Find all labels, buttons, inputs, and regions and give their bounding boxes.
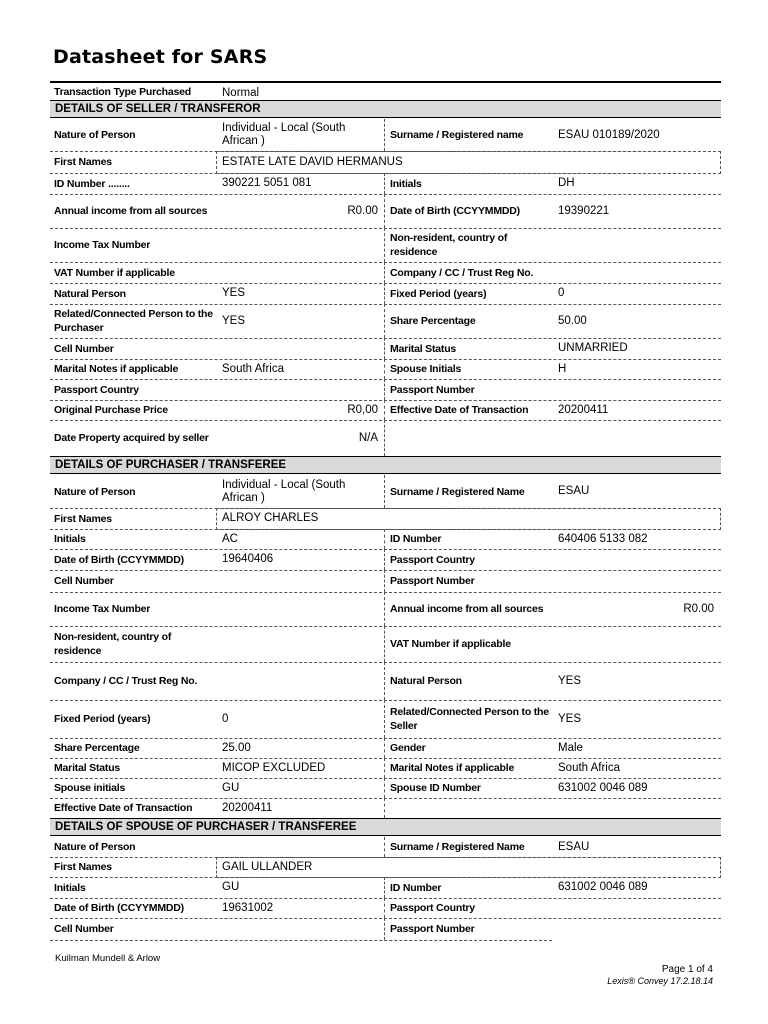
- field-label: VAT Number if applicable: [54, 266, 175, 279]
- field-label: Cell Number: [54, 342, 114, 355]
- field-value: [558, 626, 718, 662]
- field-value: [222, 262, 382, 283]
- spouse-row: [50, 837, 721, 858]
- field-label: Initials: [54, 533, 86, 545]
- field-value: H: [558, 362, 567, 375]
- field-value: GU: [222, 781, 240, 794]
- column-divider: [384, 228, 385, 262]
- field-value: 19640406: [222, 553, 274, 565]
- field-label: VAT Number if applicable: [390, 638, 511, 650]
- field-value: MICOP EXCLUDED: [222, 761, 326, 774]
- purchaser-row: [50, 570, 721, 593]
- field-label: Passport Number: [390, 923, 475, 935]
- column-divider: [384, 529, 385, 549]
- field-value: Individual - Local (South African ): [222, 122, 346, 147]
- field-value: ESTATE LATE DAVID HERMANUS: [222, 155, 403, 168]
- field-value: [558, 918, 718, 940]
- field-value: [558, 570, 718, 592]
- field-value: [222, 592, 382, 626]
- column-divider: [384, 194, 385, 228]
- purchaser-row: [50, 662, 721, 701]
- field-value: 640406 5133 082: [558, 532, 648, 545]
- field-value: [558, 549, 718, 570]
- field-label: Nature of Person: [54, 841, 136, 853]
- field-value: 20200411: [222, 801, 273, 814]
- field-value: South Africa: [558, 761, 621, 774]
- field-value: GU: [222, 881, 240, 893]
- purchaser-row: [50, 529, 721, 550]
- field-label: Original Purchase Price: [54, 404, 168, 416]
- seller-row: [50, 119, 721, 152]
- field-value: GAIL ULLANDER: [222, 860, 313, 873]
- column-divider: [384, 400, 385, 420]
- field-label: ID Number: [390, 533, 442, 545]
- seller-row: [50, 151, 721, 174]
- field-label: Effective Date of Transaction: [54, 802, 193, 814]
- seller-row: [50, 194, 721, 229]
- field-label: Nature of Person: [54, 129, 136, 141]
- field-value: ALROY CHARLES: [222, 512, 319, 524]
- field-value: [222, 662, 382, 700]
- field-value: N/A: [358, 431, 378, 444]
- field-label: Date Property acquired by seller: [54, 432, 209, 444]
- field-label: Fixed Period (years): [54, 713, 151, 725]
- field-value: Individual - Local (South African ): [222, 478, 346, 504]
- spouse-section-heading: DETAILS OF SPOUSE OF PURCHASER / TRANSFEREE: [50, 818, 721, 836]
- field-label: Share Percentage: [390, 315, 476, 327]
- column-divider: [384, 119, 385, 151]
- field-label: First Names: [54, 861, 112, 873]
- field-value: 631002 0046 089: [558, 881, 648, 893]
- field-value: 19390221: [558, 204, 610, 217]
- field-label: Marital Status: [54, 762, 121, 774]
- field-value: R0.00: [347, 204, 378, 217]
- seller-row: [50, 379, 721, 401]
- field-value: YES: [222, 287, 246, 299]
- field-value: 50.00: [558, 314, 587, 327]
- field-label: Passport Country: [390, 553, 475, 566]
- field-value: R0,00: [347, 403, 378, 416]
- purchaser-row: [50, 700, 721, 739]
- field-value: ESAU: [558, 485, 590, 497]
- seller-row: [50, 400, 721, 421]
- field-value: 25.00: [222, 741, 251, 754]
- field-label: Initials: [54, 881, 86, 894]
- page-title: Datasheet for SARS: [53, 46, 268, 68]
- field-label: Non-resident, country of residence: [54, 631, 172, 657]
- field-value: 631002 0046 089: [558, 781, 648, 794]
- transaction-row: [50, 83, 721, 100]
- field-label: Company / CC / Trust Reg No.: [390, 266, 534, 279]
- seller-row: [50, 304, 721, 339]
- column-divider: [384, 359, 385, 379]
- purchaser-row: [50, 778, 721, 799]
- field-value: [558, 228, 718, 262]
- seller-row: [50, 262, 721, 284]
- field-label: Date of Birth (CCYYMMDD): [54, 902, 184, 914]
- field-value: [222, 918, 382, 940]
- field-value: [222, 570, 382, 592]
- seller-row: [50, 173, 721, 195]
- field-value: Normal: [222, 86, 260, 99]
- column-divider: [384, 918, 385, 940]
- field-label: Spouse Initials: [390, 363, 462, 375]
- seller-row: [50, 359, 721, 380]
- field-value: [222, 338, 382, 359]
- field-label: Transaction Type Purchased: [54, 85, 191, 98]
- field-label: Spouse ID Number: [390, 782, 481, 794]
- column-divider: [384, 338, 385, 359]
- column-divider: [384, 173, 385, 194]
- field-value: YES: [558, 674, 582, 687]
- field-label: Passport Country: [54, 383, 139, 396]
- column-divider: [384, 700, 385, 738]
- spouse-row: [50, 898, 721, 919]
- field-value: R0.00: [683, 602, 714, 615]
- purchaser-row: [50, 475, 721, 509]
- field-label: Date of Birth (CCYYMMDD): [390, 205, 520, 217]
- column-divider: [384, 475, 385, 508]
- column-divider: [384, 570, 385, 592]
- column-divider: [384, 898, 385, 918]
- purchaser-row: [50, 549, 721, 571]
- field-value: ESAU: [558, 840, 590, 853]
- purchaser-section-heading: DETAILS OF PURCHASER / TRANSFEREE: [50, 456, 721, 474]
- field-label: First Names: [54, 512, 112, 525]
- seller-row: [50, 228, 721, 263]
- field-label: Natural Person: [54, 287, 126, 300]
- field-value: 20200411: [558, 403, 609, 416]
- field-label: Non-resident, country of residence: [390, 232, 508, 258]
- field-value: 0: [558, 287, 565, 299]
- field-value: South Africa: [222, 362, 285, 375]
- field-label: Income Tax Number: [54, 603, 151, 615]
- column-divider: [384, 662, 385, 700]
- field-label: Fixed Period (years): [390, 287, 487, 300]
- field-label: Share Percentage: [54, 742, 140, 754]
- field-value: [558, 379, 718, 400]
- field-label: Annual income from all sources: [54, 205, 208, 217]
- field-label: Initials: [390, 177, 422, 190]
- footer-firm: Kuilman Mundell & Arlow: [55, 953, 161, 964]
- field-value: 19631002: [222, 901, 274, 914]
- field-label: Marital Status: [390, 342, 457, 355]
- purchaser-row: [50, 738, 721, 759]
- spouse-row: [50, 857, 721, 878]
- field-label: Nature of Person: [54, 485, 136, 498]
- footer-page-number: Page 1 of 4: [661, 964, 713, 975]
- purchaser-row: [50, 758, 721, 779]
- field-label: ID Number ........: [54, 177, 130, 190]
- field-value: [558, 898, 718, 918]
- field-value: 0: [222, 712, 229, 725]
- field-value: YES: [558, 712, 582, 725]
- column-divider: [384, 420, 385, 456]
- field-label: Passport Number: [390, 383, 475, 396]
- purchaser-row: [50, 508, 721, 530]
- seller-row: [50, 338, 721, 360]
- field-label: ID Number: [390, 881, 442, 894]
- column-divider: [384, 262, 385, 283]
- field-value: [222, 228, 382, 262]
- column-divider: [384, 626, 385, 662]
- spouse-row: [50, 918, 552, 941]
- field-value: YES: [222, 314, 246, 327]
- column-divider: [384, 304, 385, 338]
- column-divider: [384, 758, 385, 778]
- column-divider: [384, 283, 385, 304]
- field-value: AC: [222, 532, 238, 545]
- field-value: UNMARRIED: [558, 342, 628, 354]
- column-divider: [384, 798, 385, 818]
- field-label: Passport Number: [390, 575, 475, 587]
- field-value: 390221 5051 081: [222, 177, 312, 189]
- field-label: Income Tax Number: [54, 239, 151, 251]
- field-label: Company / CC / Trust Reg No.: [54, 675, 198, 687]
- field-label: Marital Notes if applicable: [54, 363, 179, 375]
- field-label: Surname / Registered name: [390, 129, 524, 141]
- column-divider: [384, 738, 385, 758]
- field-value: [222, 837, 382, 857]
- field-label: Related/Connected Person to the Purchaser: [54, 308, 213, 334]
- seller-row: [50, 283, 721, 305]
- column-divider: [384, 549, 385, 570]
- column-divider: [384, 379, 385, 400]
- field-label: Spouse initials: [54, 782, 126, 794]
- field-label: Date of Birth (CCYYMMDD): [54, 553, 184, 566]
- field-value: Male: [558, 741, 583, 754]
- field-label: Surname / Registered Name: [390, 485, 525, 498]
- purchaser-row: [50, 592, 721, 627]
- field-label: Marital Notes if applicable: [390, 762, 515, 774]
- field-label: Natural Person: [390, 675, 462, 687]
- field-label: Related/Connected Person to the Seller: [390, 706, 549, 732]
- field-label: Effective Date of Transaction: [390, 404, 529, 416]
- field-value: [222, 626, 382, 662]
- field-label: Surname / Registered Name: [390, 841, 525, 853]
- purchaser-row: [50, 798, 721, 818]
- purchaser-row: [50, 626, 721, 663]
- column-divider: [384, 778, 385, 798]
- seller-row: [50, 420, 721, 456]
- footer-software-version: Lexis® Convey 17.2.18.14: [607, 976, 713, 986]
- field-label: Cell Number: [54, 575, 114, 587]
- seller-section-heading: DETAILS OF SELLER / TRANSFEROR: [50, 100, 721, 118]
- spouse-row: [50, 877, 721, 899]
- field-value: ESAU 010189/2020: [558, 128, 660, 141]
- column-divider: [384, 592, 385, 626]
- field-label: Annual income from all sources: [390, 603, 544, 615]
- field-value: [558, 262, 718, 283]
- field-value: [222, 379, 382, 400]
- field-label: Gender: [390, 742, 426, 754]
- field-label: Cell Number: [54, 923, 114, 935]
- field-value: DH: [558, 177, 575, 189]
- column-divider: [384, 877, 385, 898]
- field-label: First Names: [54, 156, 112, 168]
- column-divider: [384, 837, 385, 857]
- field-label: Passport Country: [390, 902, 475, 914]
